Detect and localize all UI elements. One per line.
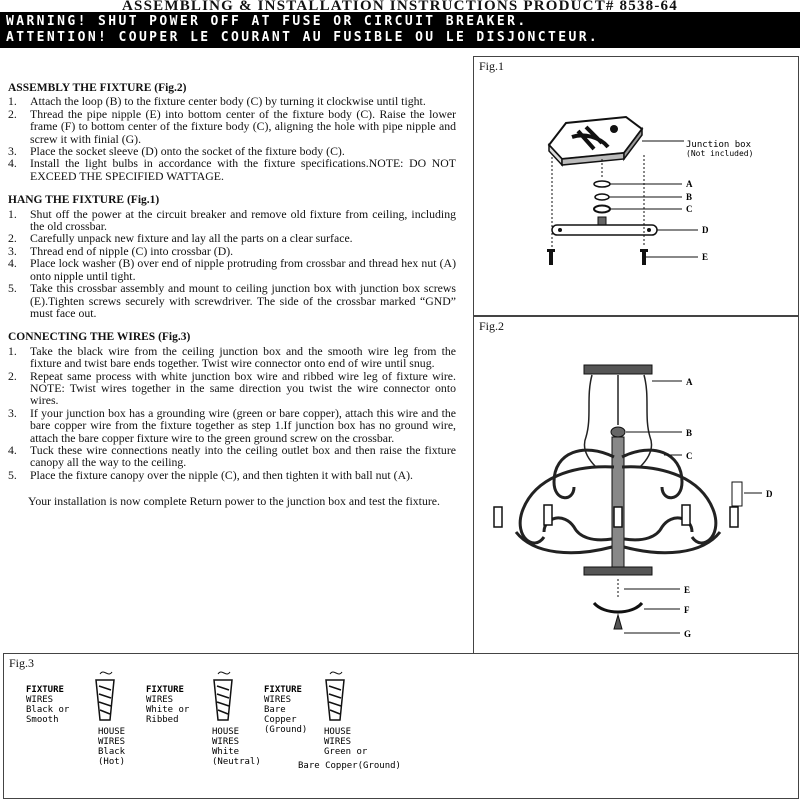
screw-icon (549, 251, 553, 265)
lower-frame-icon (594, 603, 642, 612)
warning-english: WARNING! SHUT POWER OFF AT FUSE OR CIRCUIT BREAKER. (6, 14, 528, 29)
house-wire-color: Black (98, 747, 126, 757)
assembly-steps (8, 95, 456, 182)
step-number: 5. (8, 467, 17, 482)
house-wires-sub: WIRES (324, 737, 352, 747)
part-label-c: C (686, 451, 693, 461)
step-number: 2. (8, 231, 17, 246)
loop-icon (611, 427, 625, 437)
section-heading-wires: CONNECTING THE WIRES (Fig.3) (8, 331, 191, 344)
junction-box-note: (Not included) (686, 149, 754, 158)
part-label-b: B (686, 192, 693, 202)
step-text: Place lock washer (B) over end of nipple protruding from crossbar and thread hex nut (A) onto nipple until tight. (30, 256, 456, 283)
house-wire-color: White (212, 747, 240, 757)
figure-2-panel (473, 316, 799, 654)
wire-connector-icon (96, 672, 114, 720)
step-text: Thread end of nipple (C) into crossbar (D). (30, 243, 234, 258)
document-title: ASSEMBLING & INSTALLATION INSTRUCTIONS PRODUCT# 8538-64 (122, 0, 678, 12)
part-label-a: A (686, 179, 693, 189)
step-text: Tuck these wire connections neatly into the ceiling outlet box and then raise the fixture canopy all the way to the ceiling. (30, 442, 456, 470)
warning-french: ATTENTION! COUPER LE COURANT AU FUSIBLE OU LE DISJONCTEUR. (6, 30, 600, 45)
figure-1-label: Fig.1 (479, 59, 505, 73)
chandelier-diagram (474, 317, 798, 653)
socket-sleeve-icon (732, 482, 742, 506)
step-number: 1. (8, 343, 17, 358)
fixture-wire-ground: (Ground) (264, 725, 308, 735)
fixture-wire-color: Bare (264, 705, 286, 715)
list-item (8, 157, 456, 182)
part-label-d: D (766, 489, 773, 499)
section-heading-assembly: ASSEMBLY THE FIXTURE (Fig.2) (8, 82, 187, 94)
list-item (8, 407, 456, 444)
house-wires-title: HOUSE (324, 727, 352, 737)
figure-3-label: Fig.3 (9, 656, 35, 670)
list-item (8, 108, 456, 145)
house-wire-color: Green or (324, 747, 368, 757)
fixture-wire-type: Copper (264, 715, 297, 725)
list-item (8, 345, 456, 370)
fixture-wires-sub: WIRES (26, 695, 54, 705)
list-item (8, 95, 456, 107)
hex-nut-icon (594, 181, 610, 187)
house-wires-title: HOUSE (98, 727, 126, 737)
instructions-column (8, 82, 456, 508)
candle-sockets-icon (494, 505, 738, 527)
part-label-e: E (702, 252, 709, 262)
fixture-wires-title: FIXTURE (146, 685, 184, 695)
figure-3-panel (3, 653, 799, 799)
step-text: Attach the loop (B) to the fixture center body (C) by turning it clockwise until tight. (30, 94, 426, 109)
part-label-e: E (684, 585, 691, 595)
step-text: If your junction box has a grounding wire (green or bare copper), attach this wire and the bare copper wire from the fixture together as step 1.If junction box has no ground wire, attach the bare copper fixture wire to the green ground screw on the crossbar. (30, 405, 456, 445)
hang-steps (8, 208, 456, 320)
step-number: 4. (8, 156, 17, 171)
list-item (8, 370, 456, 407)
list-item (8, 444, 456, 469)
house-wires-sub: WIRES (98, 737, 126, 747)
list-item (8, 257, 456, 282)
crossbar-icon (552, 225, 657, 235)
nipple-ring-icon (594, 206, 610, 213)
junction-box-label: Junction box (686, 140, 752, 150)
fixture-wires-title: FIXTURE (264, 685, 302, 695)
figure-2-label: Fig.2 (479, 319, 505, 333)
step-number: 3. (8, 243, 17, 258)
house-wire-type: (Hot) (98, 757, 126, 767)
house-wires-title: HOUSE (212, 727, 240, 737)
house-wire-type: Bare Copper(Ground) (298, 761, 401, 771)
list-item (8, 469, 456, 481)
step-text: Take this crossbar assembly and mount to ceiling junction box with junction box screws (E).Tighten screws securely with screwdriver. The side of the crossbar marked “GND” must face out. (30, 281, 456, 320)
step-number: 3. (8, 144, 17, 159)
step-text: Place the fixture canopy over the nipple (C), and then tighten it with ball nut (A). (30, 467, 413, 482)
lower-band-icon (584, 567, 652, 575)
step-number: 1. (8, 94, 17, 109)
fixture-wires-title: FIXTURE (26, 685, 64, 695)
part-label-b: B (686, 428, 693, 438)
part-label-g: G (684, 629, 692, 639)
fixture-wire-type: Smooth (26, 715, 59, 725)
step-number: 4. (8, 442, 17, 457)
figure-1-panel (473, 56, 799, 316)
wire-connector-icon (214, 672, 232, 720)
part-label-f: F (684, 605, 690, 615)
section-heading-hang: HANG THE FIXTURE (Fig.1) (8, 194, 160, 207)
step-number: 3. (8, 405, 17, 420)
step-text: Take the black wire from the ceiling junction box and the smooth wire leg from the fixture and twist bare ends together. Twist wire connector onto end of wire until snug. (30, 343, 456, 371)
step-number: 2. (8, 368, 17, 383)
list-item (8, 282, 456, 319)
lock-washer-icon (595, 194, 609, 200)
step-text: Repeat same process with white junction box wire and ribbed wire leg of fixture wire. NOTE: Twist wires together in the same direction you twist the wire connector onto wires. (30, 368, 456, 408)
closing-note: Your installation is now complete Return power to the junction box and test the fixture. (28, 494, 440, 509)
wire-connector-icon (326, 672, 344, 720)
step-text: Thread the pipe nipple (E) into bottom center of the fixture body (C). Raise the lower frame (F) to bottom center of the fixture body (C), aligning the hole with pipe nipple and screw it with finial (G). (30, 106, 456, 146)
wiring-steps (8, 345, 456, 481)
fixture-wire-color: White or (146, 705, 190, 715)
part-label-c: C (686, 204, 693, 214)
warning-banner (0, 12, 800, 48)
house-wires-sub: WIRES (212, 737, 240, 747)
finial-icon (614, 615, 622, 629)
screw-icon (642, 251, 646, 265)
fixture-wire-type: Ribbed (146, 715, 179, 725)
canopy-icon (584, 365, 652, 374)
step-text: Carefully unpack new fixture and lay all the parts on a clear surface. (30, 231, 353, 246)
list-item (8, 208, 456, 233)
fixture-wires-sub: WIRES (146, 695, 174, 705)
step-number: 2. (8, 106, 17, 121)
part-label-a: A (686, 377, 693, 387)
list-item (8, 232, 456, 244)
step-text: Place the socket sleeve (D) onto the socket of the fixture body (C). (30, 144, 345, 159)
step-text: Shut off the power at the circuit breaker and remove old fixture from ceiling, including the old crossbar. (30, 206, 456, 234)
fixture-wire-color: Black or (26, 705, 70, 715)
house-wire-type: (Neutral) (212, 757, 261, 767)
step-text: Install the light bulbs in accordance with the fixture specifications.NOTE: DO NOT EXCEED THE SPECIFIED WATTAGE. (30, 156, 456, 183)
step-number: 4. (8, 256, 17, 271)
wiring-diagram (4, 654, 798, 798)
step-number: 1. (8, 206, 17, 221)
part-label-d: D (702, 225, 709, 235)
crossbar-assembly-diagram (474, 57, 798, 315)
fixture-wires-sub: WIRES (264, 695, 292, 705)
step-number: 5. (8, 281, 17, 296)
